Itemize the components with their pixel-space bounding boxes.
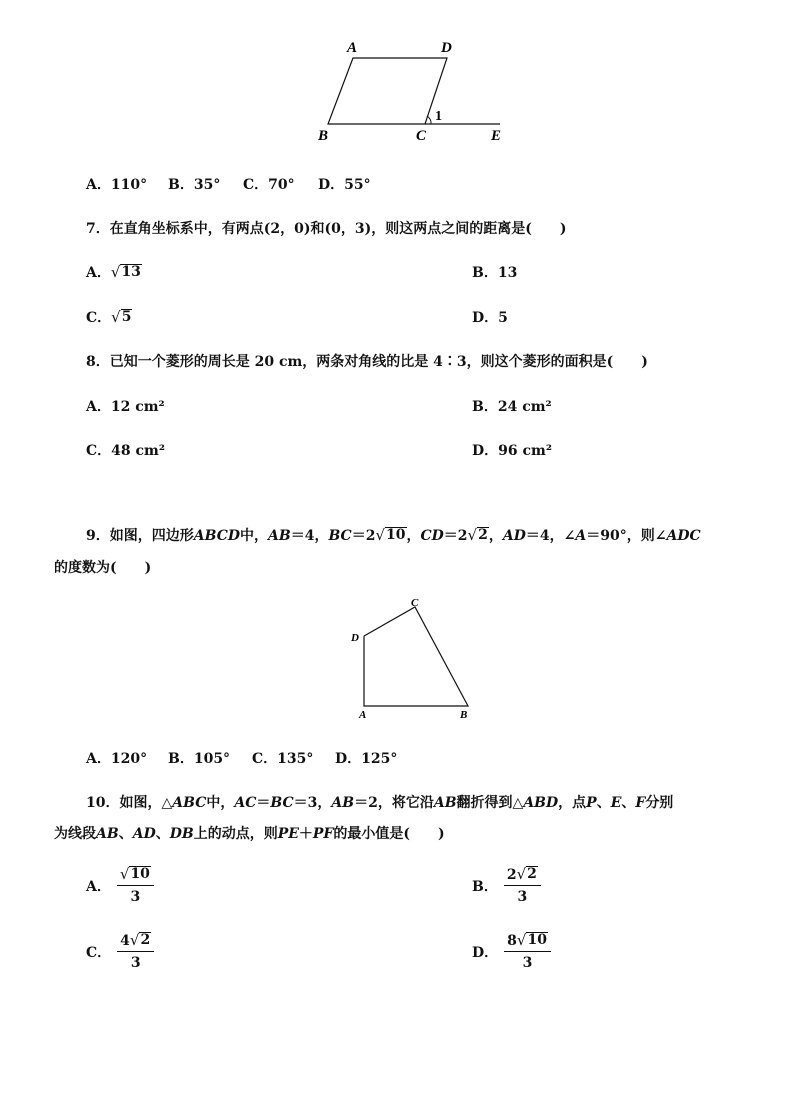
text: ＝90°，则∠ bbox=[586, 528, 667, 544]
var: ADC bbox=[666, 528, 701, 544]
q8-option-a[interactable]: A．12 cm² bbox=[86, 399, 165, 415]
radicand: 10 bbox=[386, 527, 406, 543]
option-label: D． bbox=[472, 944, 499, 961]
fraction bbox=[504, 866, 541, 905]
text: ＋ bbox=[298, 826, 313, 842]
var: AD bbox=[132, 826, 156, 842]
text: ＝ bbox=[256, 795, 271, 811]
angle-label-1: 1 bbox=[435, 109, 442, 124]
text: 分别 bbox=[645, 795, 674, 811]
q8-stem: 8．已知一个菱形的周长是 20 cm，两条对角线的比是 4∶3，则这个菱形的面积是( ) bbox=[86, 354, 648, 370]
q10-option-d[interactable] bbox=[472, 932, 551, 971]
coefficient: 2 bbox=[506, 867, 517, 883]
denominator: 3 bbox=[517, 889, 528, 905]
var: A bbox=[575, 528, 587, 544]
var: BC bbox=[270, 795, 294, 811]
radicand: 2 bbox=[527, 866, 537, 882]
text: ＝2 bbox=[443, 528, 468, 544]
sqrt: √ 13 bbox=[110, 263, 141, 281]
label-E: E bbox=[491, 128, 502, 144]
q7-option-a[interactable] bbox=[86, 262, 142, 282]
text: 9．如图，四边形 bbox=[86, 528, 194, 544]
radicand: 2 bbox=[478, 527, 488, 543]
text: ＝3， bbox=[293, 795, 332, 811]
text: 中， bbox=[240, 528, 268, 544]
fraction bbox=[117, 932, 154, 971]
var: PE bbox=[277, 826, 299, 842]
radicand: 10 bbox=[527, 932, 547, 948]
q9-option-d[interactable]: D．125° bbox=[335, 751, 398, 767]
numerator bbox=[117, 866, 154, 886]
var: AD bbox=[502, 528, 526, 544]
var: AB bbox=[96, 826, 119, 842]
q8-option-b[interactable]: B．24 cm² bbox=[472, 399, 552, 415]
fig2-label-B: B bbox=[460, 709, 468, 721]
label-A: A bbox=[347, 40, 358, 56]
fraction bbox=[504, 932, 551, 971]
numerator bbox=[504, 932, 551, 952]
q10-stem-line1 bbox=[86, 792, 673, 812]
sqrt: √ 10 bbox=[119, 865, 150, 883]
q10-stem-line2 bbox=[54, 823, 445, 843]
text: ，点 bbox=[558, 795, 587, 811]
var: AB bbox=[433, 795, 457, 811]
text: 、 bbox=[596, 795, 611, 811]
denominator: 3 bbox=[130, 955, 141, 971]
q7-option-b[interactable]: B．13 bbox=[472, 265, 518, 281]
label-C: C bbox=[416, 128, 427, 144]
q7-option-c-label: C． bbox=[86, 310, 112, 326]
q9-option-c[interactable]: C．135° bbox=[252, 751, 314, 767]
sqrt: √ 2 bbox=[129, 931, 151, 949]
coefficient: 4 bbox=[120, 933, 130, 949]
text: ＝2 bbox=[351, 528, 376, 544]
sqrt: √ 10 bbox=[375, 526, 406, 544]
text: 、 bbox=[118, 826, 133, 842]
text: ， bbox=[488, 528, 503, 544]
fig2-label-A: A bbox=[359, 709, 367, 721]
q7-stem: 7．在直角坐标系中，有两点(2，0)和(0，3)，则这两点之间的距离是( ) bbox=[86, 221, 567, 237]
var: F bbox=[635, 795, 646, 811]
q9-stem-line2: 的度数为( ) bbox=[54, 560, 152, 576]
var: BC bbox=[328, 528, 352, 544]
radicand: 10 bbox=[130, 866, 150, 882]
sqrt: √ 2 bbox=[467, 526, 488, 544]
text: 、 bbox=[621, 795, 636, 811]
text: 为线段 bbox=[54, 826, 96, 842]
text: ， bbox=[406, 528, 421, 544]
q6-option-a[interactable]: A．110° bbox=[86, 177, 148, 193]
q6-option-d[interactable]: D．55° bbox=[318, 177, 371, 193]
text: ＝2，将它沿 bbox=[354, 795, 434, 811]
q9-stem-line1 bbox=[86, 525, 701, 545]
sqrt: √ 2 bbox=[516, 865, 537, 883]
q8-option-c[interactable]: C．48 cm² bbox=[86, 443, 165, 459]
var: PF bbox=[312, 826, 334, 842]
option-label: A． bbox=[86, 878, 111, 895]
denominator: 3 bbox=[522, 955, 533, 971]
var: DB bbox=[169, 826, 194, 842]
var: ABCD bbox=[193, 528, 240, 544]
parallelogram-figure bbox=[310, 36, 520, 148]
radicand: 2 bbox=[140, 932, 151, 948]
var: AC bbox=[234, 795, 257, 811]
fig2-label-D: D bbox=[351, 632, 359, 644]
var: ABD bbox=[523, 795, 559, 811]
var: E bbox=[610, 795, 622, 811]
q8-option-d[interactable]: D．96 cm² bbox=[472, 443, 552, 459]
text: ＝4， bbox=[290, 528, 329, 544]
numerator bbox=[117, 932, 154, 952]
text: 10．如图，△ bbox=[86, 795, 173, 811]
text: ＝4，∠ bbox=[525, 528, 576, 544]
numerator bbox=[504, 866, 541, 886]
q6-option-b[interactable]: B．35° bbox=[168, 177, 221, 193]
q10-option-a[interactable] bbox=[86, 866, 154, 905]
q10-option-c[interactable] bbox=[86, 932, 154, 971]
sqrt: √ 10 bbox=[516, 931, 547, 949]
option-label: B． bbox=[472, 878, 498, 895]
radicand: 13 bbox=[121, 264, 141, 280]
option-label: C． bbox=[86, 944, 112, 961]
denominator: 3 bbox=[130, 889, 141, 905]
q9-option-a[interactable]: A．120° bbox=[86, 751, 148, 767]
q9-option-b[interactable]: B．105° bbox=[168, 751, 231, 767]
text: 上的动点，则 bbox=[193, 826, 278, 842]
var: CD bbox=[420, 528, 444, 544]
var: P bbox=[586, 795, 597, 811]
var: ABC bbox=[172, 795, 207, 811]
fig2-label-C: C bbox=[411, 597, 419, 609]
coefficient: 8 bbox=[507, 933, 517, 949]
label-B: B bbox=[318, 128, 329, 144]
sqrt: √ 5 bbox=[111, 308, 132, 326]
text: 、 bbox=[155, 826, 170, 842]
text: 中， bbox=[206, 795, 235, 811]
q7-option-d[interactable]: D．5 bbox=[472, 310, 508, 326]
label-D: D bbox=[441, 40, 452, 56]
radicand: 5 bbox=[121, 309, 132, 325]
q10-option-b[interactable] bbox=[472, 866, 541, 905]
q6-option-c[interactable]: C．70° bbox=[243, 177, 295, 193]
text: 翻折得到△ bbox=[456, 795, 524, 811]
q7-option-c[interactable] bbox=[86, 307, 132, 327]
var: AB bbox=[331, 795, 355, 811]
quadrilateral-figure bbox=[340, 594, 480, 724]
fraction bbox=[117, 866, 154, 905]
var: AB bbox=[268, 528, 291, 544]
text: 的最小值是( ) bbox=[333, 826, 445, 842]
q7-option-a-label: A． bbox=[86, 265, 111, 281]
